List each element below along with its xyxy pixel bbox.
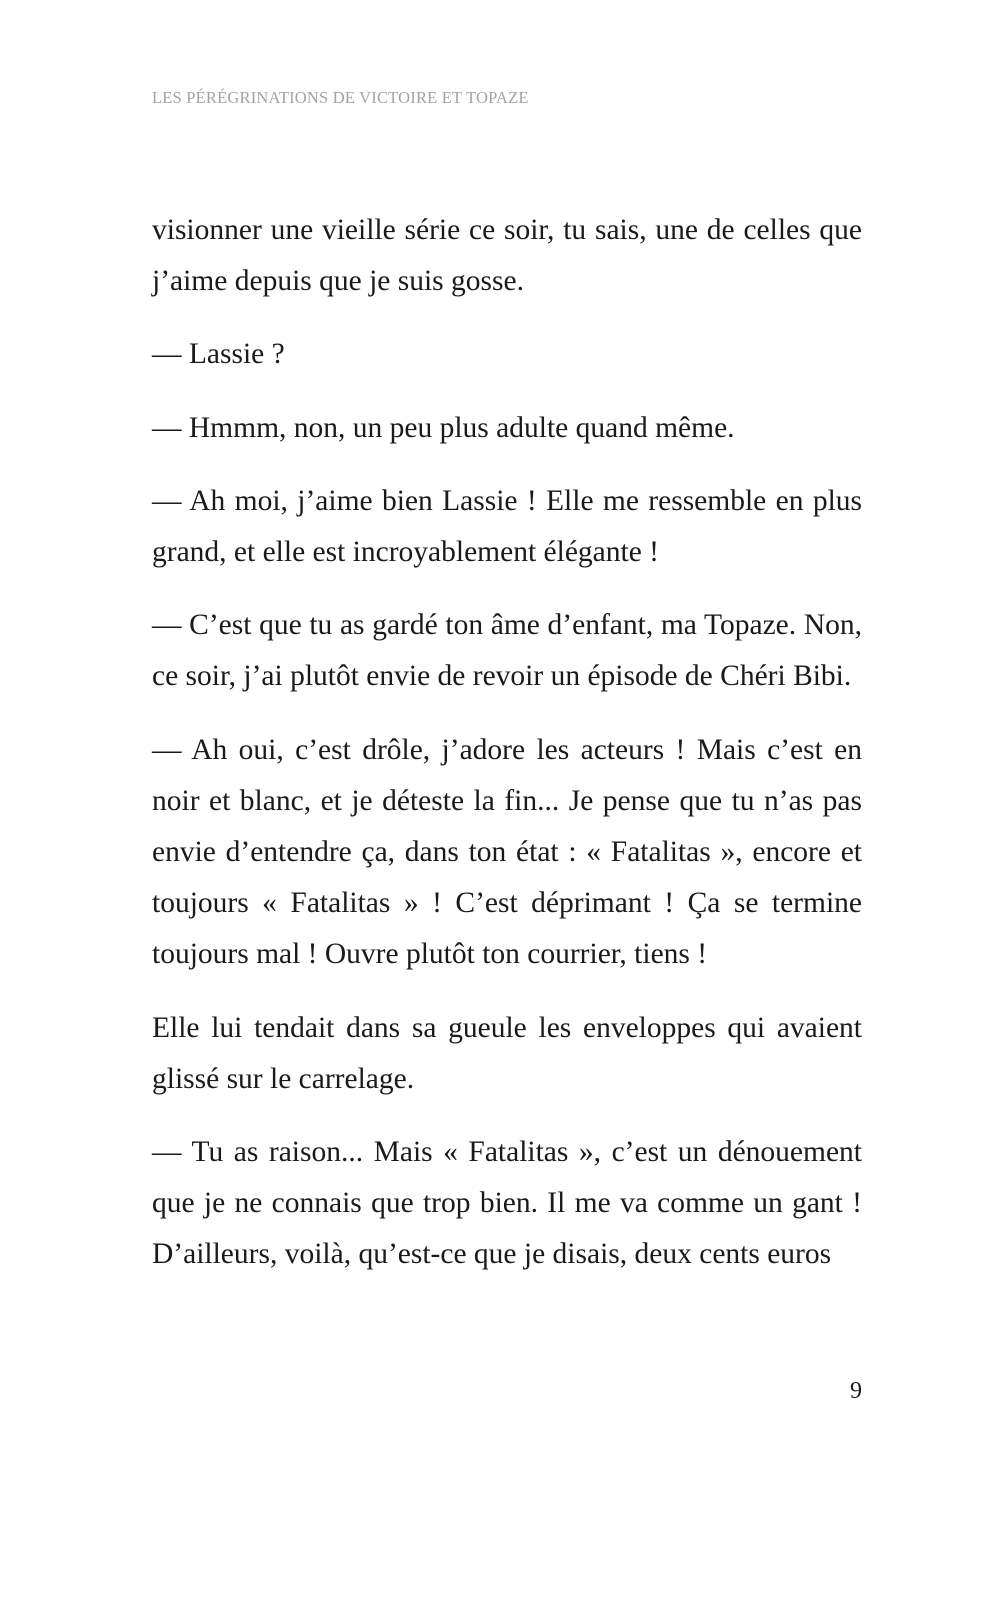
paragraph: Elle lui tendait dans sa gueule les enveloppes qui avaient glissé sur le carrelage. [152,1011,862,1095]
running-header: LES PÉRÉGRINATIONS DE VICTOIRE ET TOPAZE [152,88,529,107]
paragraph: — Ah oui, c’est drôle, j’adore les acteurs ! Mais c’est en noir et blanc, et je déteste la fin... Je pense que tu n’as pas envie d’entendre ça, dans ton état : « Fatalitas », encore et toujours « Fatalitas » ! C’est déprimant ! Ça se termine toujours mal ! Ouvre plutôt ton courrier, tiens ! [152,733,862,971]
body-text [152,205,862,1303]
paragraph: — Tu as raison... Mais « Fatalitas », c’est un dénouement que je ne connais que trop bien. Il me va comme un gant ! D’ailleurs, voilà, qu’est-ce que je disais, deux cents euros [152,1136,862,1271]
paragraph: visionner une vieille série ce soir, tu sais, une de celles que j’aime depuis que je suis gosse. [152,214,862,298]
paragraph: — Lassie ? [152,338,285,371]
paragraph: — Hmmm, non, un peu plus adulte quand même. [152,411,735,444]
page-number: 9 [850,1378,862,1404]
paragraph: — Ah moi, j’aime bien Lassie ! Elle me ressemble en plus grand, et elle est incroyablement élégante ! [152,484,862,569]
paragraph: — C’est que tu as gardé ton âme d’enfant, ma Topaze. Non, ce soir, j’ai plutôt envie de revoir un épisode de Chéri Bibi. [152,609,862,693]
